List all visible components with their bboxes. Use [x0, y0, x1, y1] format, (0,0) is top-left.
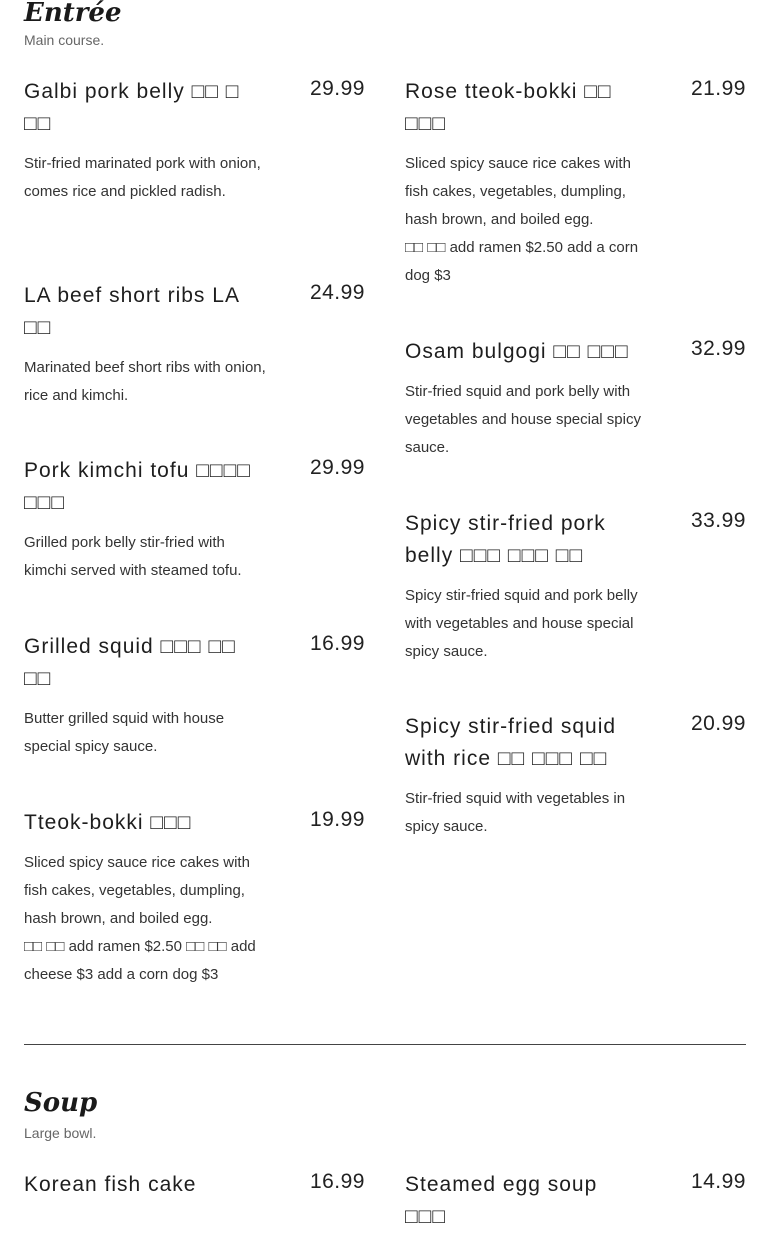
item-name: Spicy stir-fried squid with rice □□ □□□ □□ [405, 715, 617, 770]
description-line: Butter grilled squid with house special spicy sauce. [24, 710, 225, 755]
item-price: 20.99 [690, 712, 746, 735]
description-line: Sliced spicy sauce rice cakes with fish cakes, vegetables, dumpling, hash brown, and boiled egg. [24, 854, 250, 927]
item-name: LA beef short ribs LA □□ [24, 284, 239, 339]
item-price: 16.99 [309, 1170, 365, 1193]
item-price: 16.99 [309, 632, 365, 655]
section-divider [24, 1044, 746, 1045]
item-name: Korean fish cake [24, 1173, 197, 1196]
item-name: Spicy stir-fried pork belly □□□ □□□ □□ [405, 512, 606, 567]
item-price: 29.99 [309, 456, 365, 479]
item-description [24, 150, 269, 206]
section-title-entree: Entrée [24, 0, 122, 28]
item-price: 24.99 [309, 281, 365, 304]
menu-item-rose-tteok-bokki [405, 76, 746, 290]
menu-item-galbi-pork-belly [24, 76, 365, 206]
menu-item-steamed-egg-soup [405, 1169, 746, 1233]
item-name: Pork kimchi tofu □□□□ □□□ [24, 459, 251, 514]
item-price: 19.99 [309, 808, 365, 831]
menu-item-tteok-bokki [24, 807, 365, 989]
menu-item-korean-fish-cake [24, 1169, 365, 1201]
item-description [24, 354, 269, 410]
section-title-soup: Soup [24, 1088, 98, 1118]
description-line: Spicy stir-fried squid and pork belly with vegetables and house special spicy sauce. [405, 587, 638, 660]
item-price: 14.99 [690, 1170, 746, 1193]
menu-item-pork-kimchi-tofu [24, 455, 365, 585]
item-name: Osam bulgogi □□ □□□ [405, 340, 629, 363]
menu-item-spicy-stir-fried-pork-belly [405, 508, 746, 666]
description-line: Stir-fried squid and pork belly with vegetables and house special spicy sauce. [405, 383, 641, 456]
description-line: Sliced spicy sauce rice cakes with fish cakes, vegetables, dumpling, hash brown, and boiled egg. [405, 155, 631, 228]
section-subtitle-entree: Main course. [24, 32, 105, 48]
item-name: Grilled squid □□□ □□ □□ [24, 635, 236, 690]
description-line: Stir-fried marinated pork with onion, comes rice and pickled radish. [24, 155, 261, 200]
item-description [405, 785, 650, 841]
item-description [24, 705, 269, 761]
section-subtitle-soup: Large bowl. [24, 1125, 97, 1141]
item-description [405, 582, 650, 666]
menu-item-la-beef-short-ribs [24, 280, 365, 410]
description-line: □□ □□ add ramen $2.50 □□ □□ add cheese $3 add a corn dog $3 [24, 938, 256, 983]
item-description [24, 849, 269, 989]
item-description [24, 529, 269, 585]
menu-item-osam-bulgogi [405, 336, 746, 462]
item-price: 29.99 [309, 77, 365, 100]
menu-item-spicy-stir-fried-squid [405, 711, 746, 841]
item-description [405, 150, 650, 290]
item-name: Rose tteok-bokki □□ □□□ [405, 80, 612, 135]
description-line: Grilled pork belly stir-fried with kimchi served with steamed tofu. [24, 534, 242, 579]
item-name: Tteok-bokki □□□ [24, 811, 192, 834]
item-price: 32.99 [690, 337, 746, 360]
item-description [405, 378, 650, 462]
description-line: Stir-fried squid with vegetables in spicy sauce. [405, 790, 626, 835]
menu-item-grilled-squid [24, 631, 365, 761]
item-price: 33.99 [690, 509, 746, 532]
description-line: □□ □□ add ramen $2.50 add a corn dog $3 [405, 239, 639, 284]
description-line: Marinated beef short ribs with onion, rice and kimchi. [24, 359, 266, 404]
item-name: Galbi pork belly □□ □ □□ [24, 80, 240, 135]
item-price: 21.99 [690, 77, 746, 100]
item-name: Steamed egg soup □□□ [405, 1173, 598, 1228]
